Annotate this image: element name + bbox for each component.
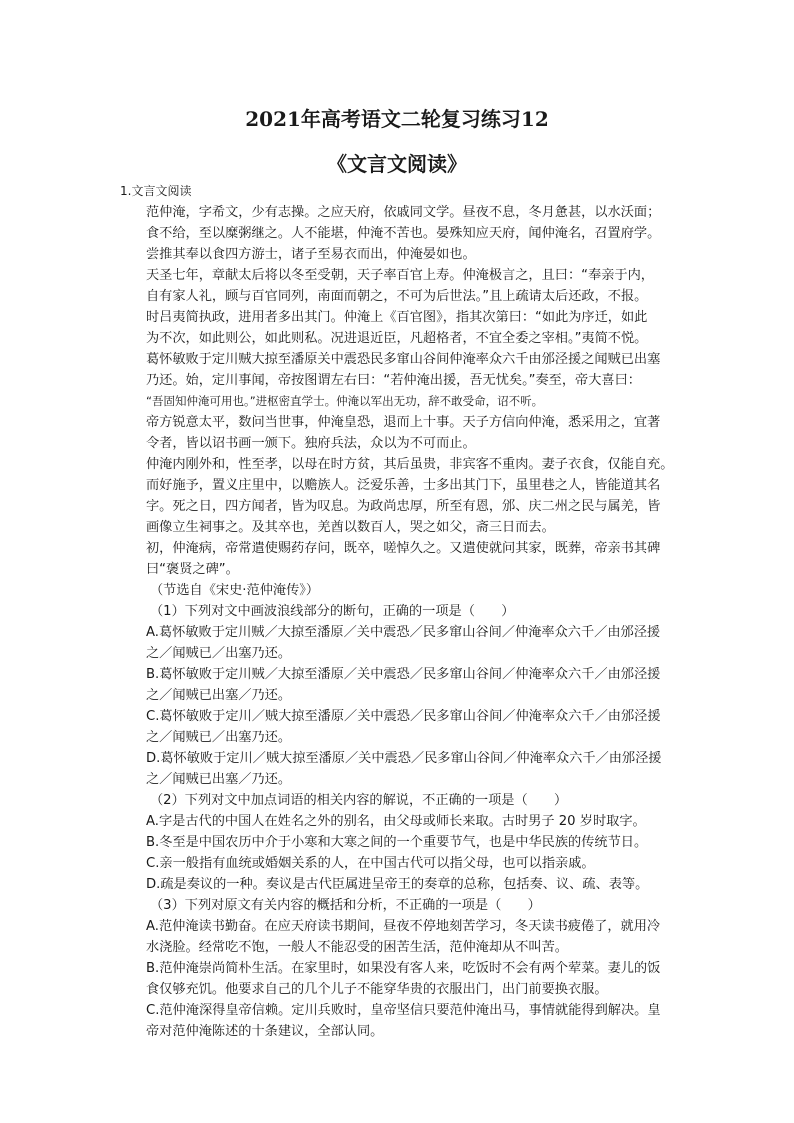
passage-source: （节选自《宋史·范仲淹传》） <box>150 583 320 598</box>
option-b-cont: 之／闻贼已出塞／乃还。 <box>146 688 292 703</box>
option-a[interactable]: A.字是古代的中国人在姓名之外的别名，由父母或师长来取。古时男子 20 岁时取字。 <box>146 814 646 829</box>
passage-line: 范仲淹，字希文，少有志操。之应天府，依戚同文学。昼夜不息，冬月惫甚，以水沃面； <box>146 205 661 220</box>
question-stem: （2）下列对文中加点词语的相关内容的解说，不正确的一项是（ ） <box>150 793 568 808</box>
passage-line: 字。死之日，四方闻者，皆为叹息。为政尚忠厚，所至有恩，邠、庆二州之民与属羌，皆 <box>146 499 661 514</box>
option-a-cont: 水浇脸。经常吃不饱，一般人不能忍受的困苦生活，范仲淹却从不叫苦。 <box>146 940 568 955</box>
passage-line: “吾固知仲淹可用也。”进枢密直学士。仲淹以军出无功，辞不敢受命，诏不听。 <box>146 394 544 408</box>
option-c-cont: 帝对范仲淹陈述的十条建议，全部认同。 <box>146 1024 384 1039</box>
passage-line: 帝方锐意太平，数问当世事，仲淹皇恐，退而上十事。天子方信向仲淹，悉采用之，宜著 <box>146 415 661 430</box>
passage-line: 自有家人礼，顾与百官同列，南面而朝之，不可为后世法。”且上疏请太后还政，不报。 <box>146 289 648 304</box>
option-b[interactable]: B.范仲淹崇尚简朴生活。在家里时，如果没有客人来，吃饭时不会有两个荤菜。妻儿的饭 <box>146 961 661 976</box>
passage-line: 为不次，如此则公，如此则私。况进退近臣，凡超格者，不宜全委之宰相。”夷简不悦。 <box>146 331 648 346</box>
document-title: 2021年高考语文二轮复习练习12 <box>245 107 549 131</box>
passage-line: 天圣七年，章献太后将以冬至受朝，天子率百官上寿。仲淹极言之，且曰：“奉亲于内， <box>146 268 654 283</box>
passage-line: 尝推其奉以食四方游士，诸子至易衣而出，仲淹晏如也。 <box>146 247 476 262</box>
option-a[interactable]: A.葛怀敏败于定川贼／大掠至潘原／关中震恐／民多窜山谷间／仲淹率众六千／由邠泾援 <box>146 625 661 640</box>
passage-line: 画像立生祠事之。及其卒也，羌酋以数百人，哭之如父，斋三日而去。 <box>146 520 555 535</box>
passage-line: 初，仲淹病，帝常遣使赐药存问，既卒，嗟悼久之。又遣使就问其家，既葬，帝亲书其碑 <box>146 541 661 556</box>
option-b[interactable]: B.葛怀敏败于定川贼／大掠至潘原／关中震恐／民多窜山谷间／仲淹率众六千／由邠泾援 <box>146 667 661 682</box>
section-label: 1.文言文阅读 <box>120 184 192 198</box>
passage <box>122 202 682 580</box>
option-d[interactable]: D.疏是奏议的一种。奏议是古代臣属进呈帝王的奏章的总称，包括奏、议、疏、表等。 <box>146 877 649 892</box>
passage-line: 仲淹内刚外和，性至孝，以母在时方贫，其后虽贵，非宾客不重肉。妻子衣食，仅能自充。 <box>146 457 674 472</box>
question-stem: （1）下列对文中画波浪线部分的断句，正确的一项是（ ） <box>150 604 515 619</box>
passage-line: 令者，皆以诏书画一颁下。独府兵法，众以为不可而止。 <box>146 436 476 451</box>
option-c-cont: 之／闻贼已／出塞乃还。 <box>146 730 292 745</box>
option-d[interactable]: D.葛怀敏败于定川／贼大掠至潘原／关中震恐／民多窜山谷间／仲淹率众六千／由邠泾援 <box>146 751 662 766</box>
option-b-cont: 食仅够充饥。他要求自己的几个儿子不能穿华贵的衣服出门，出门前要换衣服。 <box>146 982 608 997</box>
question-stem: （3）下列对原文有关内容的概括和分析，不正确的一项是（ ） <box>150 898 541 913</box>
option-a-cont: 之／闻贼已／出塞乃还。 <box>146 646 292 661</box>
option-c[interactable]: C.葛怀敏败于定川／贼大掠至潘原／关中震恐／民多窜山谷间／仲淹率众六千／由邠泾援 <box>146 709 661 724</box>
question-3 <box>122 895 682 1042</box>
option-c[interactable]: C.范仲淹深得皇帝信赖。定川兵败时，皇帝坚信只要范仲淹出马，事情就能得到解决。皇 <box>146 1003 661 1018</box>
document-body <box>122 181 682 1042</box>
question-2 <box>122 790 682 895</box>
passage-line: 曰“褒贤之碑”。 <box>146 562 239 577</box>
question-1 <box>122 601 682 790</box>
document-subtitle: 《文言文阅读》 <box>327 152 467 176</box>
option-a[interactable]: A.范仲淹读书勤奋。在应天府读书期间，昼夜不停地刻苦学习，冬天读书疲倦了，就用冷 <box>146 919 661 934</box>
passage-line: 葛怀敏败于定川贼大掠至潘原关中震恐民多窜山谷间仲淹率众六千由邠泾援之闻贼已出塞 <box>146 352 661 367</box>
passage-line: 时吕夷简执政，进用者多出其门。仲淹上《百官图》，指其次第曰：“如此为序迁，如此 <box>146 310 648 325</box>
option-d-cont: 之／闻贼已出塞／乃还。 <box>146 772 292 787</box>
passage-line: 食不给，至以糜粥继之。人不能堪，仲淹不苦也。晏殊知应天府，闻仲淹名，召置府学。 <box>146 226 661 241</box>
passage-line: 乃还。始，定川事闻，帝按图谓左右曰：“若仲淹出援，吾无忧矣。”奏至，帝大喜曰： <box>146 373 641 388</box>
option-c[interactable]: C.亲一般指有血统或婚姻关系的人，在中国古代可以指父母，也可以指亲戚。 <box>146 856 595 871</box>
passage-line: 而好施予，置义庄里中，以赡族人。泛爱乐善，士多出其门下，虽里巷之人，皆能道其名 <box>146 478 661 493</box>
option-b[interactable]: B.冬至是中国农历中介于小寒和大寒之间的一个重要节气，也是中华民族的传统节日。 <box>146 835 648 850</box>
